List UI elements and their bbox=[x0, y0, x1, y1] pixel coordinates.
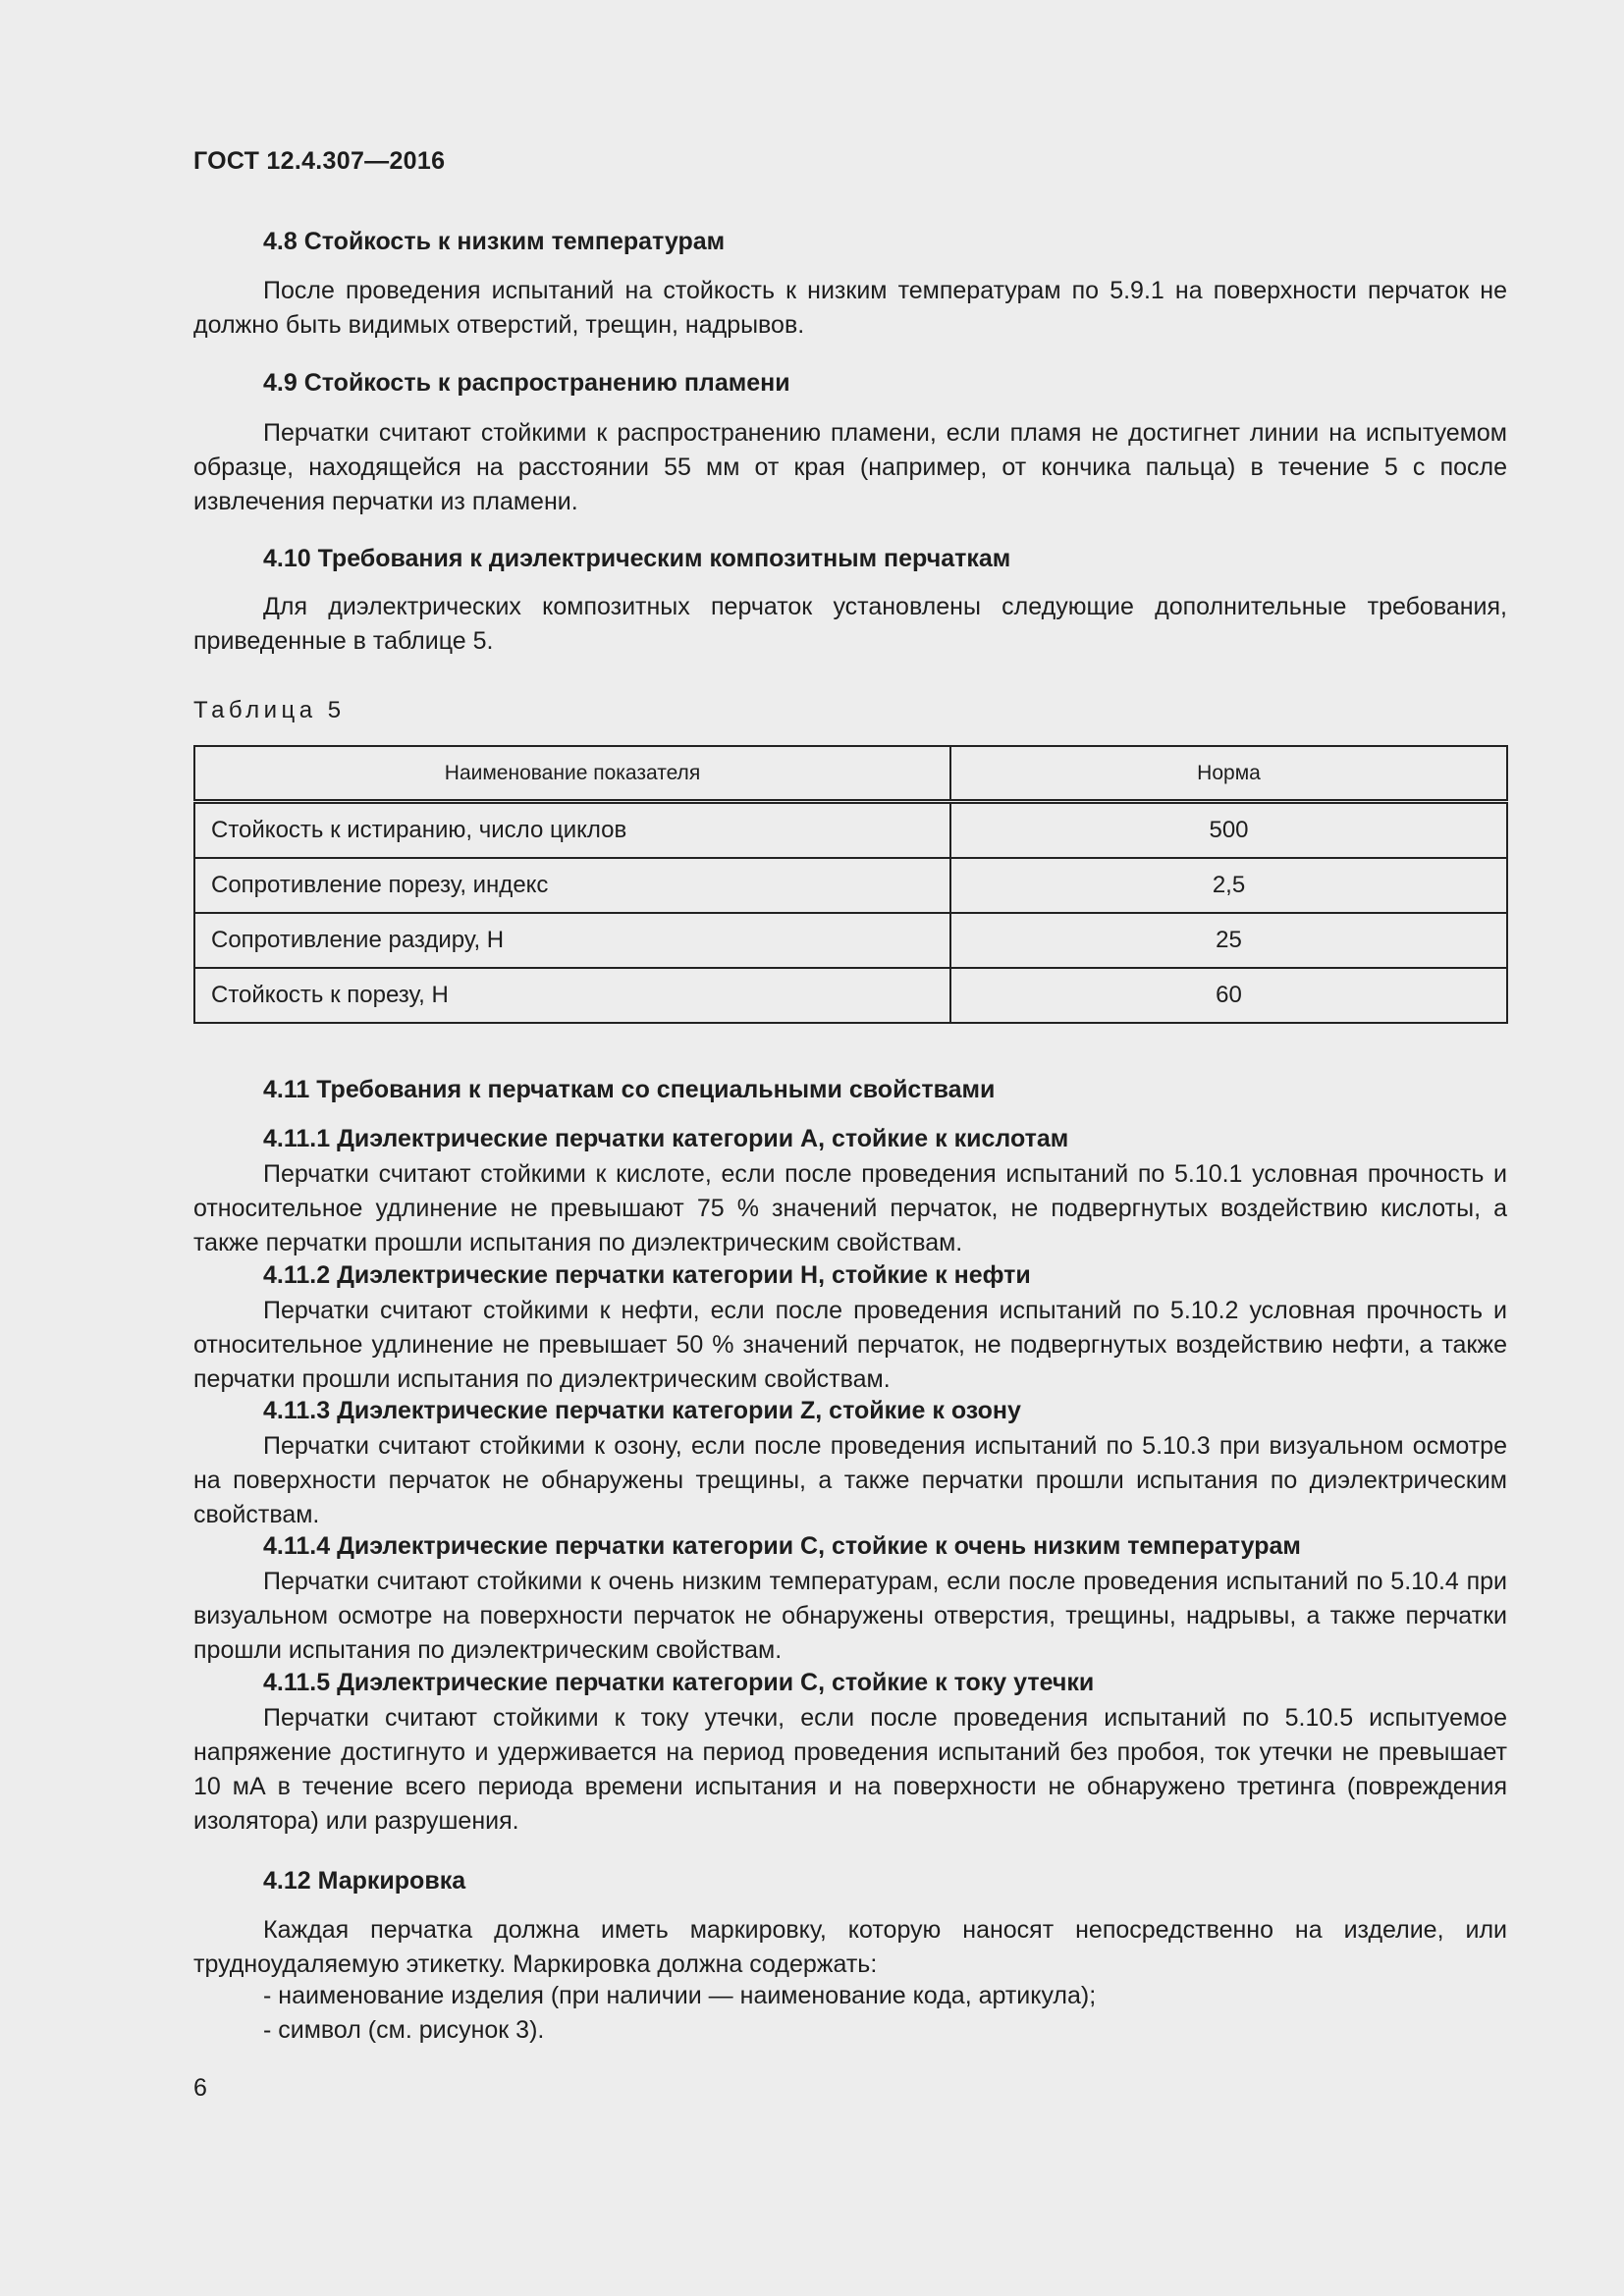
table-5 bbox=[193, 745, 1508, 1024]
section-4-11-4-text: Перчатки считают стойкими к очень низким температурам, если после проведения испытаний по 5.10.4 при визуальном осмотре на поверхности перчаток не обнаружены отверстия, трещины, надрывы, а также перчатки прошли испытания по диэлектрическим свойствам. bbox=[193, 1568, 1507, 1664]
table-row bbox=[194, 858, 1507, 913]
section-4-11-title: 4.11 Требования к перчаткам со специальными свойствами bbox=[263, 1076, 996, 1103]
section-4-11-2-title: 4.11.2 Диэлектрические перчатки категории Н, стойкие к нефти bbox=[263, 1261, 1031, 1289]
table-cell-norm: 2,5 bbox=[950, 858, 1507, 913]
page-number: 6 bbox=[193, 2074, 207, 2102]
section-4-11-2-text: Перчатки считают стойкими к нефти, если после проведения испытаний по 5.10.2 условная прочность и относительное удлинение не превышает 50 % значений перчаток, не подвергнутых воздействию нефти, а также перчатки прошли испытания по диэлектрическим свойствам. bbox=[193, 1297, 1507, 1393]
section-4-11-5-text: Перчатки считают стойкими к току утечки, если после проведения испытаний по 5.10.5 испытуемое напряжение достигнуто и удерживается на период проведения испытаний без пробоя, ток утечки не превышает 10 мА в течение всего периода времени испытания и на поверхности не обнаружено третинга (повреждения изолятора) или разрушения. bbox=[193, 1704, 1507, 1835]
list-item: - символ (см. рисунок 3). bbox=[263, 2016, 545, 2044]
section-4-10-text: Для диэлектрических композитных перчаток установлены следующие дополнительные требования, приведенные в таблице 5. bbox=[193, 593, 1507, 655]
table-cell-norm: 500 bbox=[950, 802, 1507, 859]
section-4-12-title: 4.12 Маркировка bbox=[263, 1867, 466, 1895]
table-cell-name: Стойкость к порезу, Н bbox=[194, 968, 950, 1023]
section-4-12-text: Каждая перчатка должна иметь маркировку, которую наносят непосредственно на изделие, или трудноудаляемую этикетку. Маркировка должна содержать: bbox=[193, 1916, 1507, 1978]
section-4-11-1-text: Перчатки считают стойкими к кислоте, если после проведения испытаний по 5.10.1 условная прочность и относительное удлинение не превышают 75 % значений перчаток, не подвергнутых воздействию кислоты, а также перчатки прошли испытания по диэлектрическим свойствам. bbox=[193, 1160, 1507, 1256]
section-4-8-title: 4.8 Стойкость к низким температурам bbox=[263, 228, 726, 255]
section-4-11-4-title: 4.11.4 Диэлектрические перчатки категории С, стойкие к очень низким температурам bbox=[263, 1532, 1301, 1560]
section-4-11-1-title: 4.11.1 Диэлектрические перчатки категории А, стойкие к кислотам bbox=[263, 1125, 1069, 1152]
list-item: - наименование изделия (при наличии — наименование кода, артикула); bbox=[263, 1982, 1097, 2009]
table-row bbox=[194, 913, 1507, 968]
table-cell-name: Сопротивление раздиру, Н bbox=[194, 913, 950, 968]
table-cell-norm: 60 bbox=[950, 968, 1507, 1023]
table-header-name: Наименование показателя bbox=[194, 746, 950, 802]
section-4-9-text: Перчатки считают стойкими к распространению пламени, если пламя не достигнет линии на испытуемом образце, находящейся на расстоянии 55 мм от края (например, от кончика пальца) в течение 5 с после извлечения перчатки из пламени. bbox=[193, 419, 1507, 515]
table-header-row bbox=[194, 746, 1507, 802]
table-header-norm: Норма bbox=[950, 746, 1507, 802]
section-4-11-3-text: Перчатки считают стойкими к озону, если после проведения испытаний по 5.10.3 при визуальном осмотре на поверхности перчаток не обнаружены трещины, а также перчатки прошли испытания по диэлектрическим свойствам. bbox=[193, 1432, 1507, 1528]
table-row bbox=[194, 968, 1507, 1023]
table-row bbox=[194, 802, 1507, 859]
table-caption: Таблица 5 bbox=[193, 697, 346, 723]
section-4-8-text: После проведения испытаний на стойкость к низким температурам по 5.9.1 на поверхности перчаток не должно быть видимых отверстий, трещин, надрывов. bbox=[193, 277, 1507, 339]
section-4-9-title: 4.9 Стойкость к распространению пламени bbox=[263, 369, 790, 397]
section-4-11-5-title: 4.11.5 Диэлектрические перчатки категории С, стойкие к току утечки bbox=[263, 1669, 1095, 1696]
section-4-11-3-title: 4.11.3 Диэлектрические перчатки категории Z, стойкие к озону bbox=[263, 1397, 1021, 1424]
table-cell-name: Стойкость к истиранию, число циклов bbox=[194, 802, 950, 859]
section-4-10-title: 4.10 Требования к диэлектрическим композитным перчаткам bbox=[263, 545, 1011, 572]
table-cell-name: Сопротивление порезу, индекс bbox=[194, 858, 950, 913]
table-cell-norm: 25 bbox=[950, 913, 1507, 968]
document-header: ГОСТ 12.4.307—2016 bbox=[193, 147, 446, 175]
